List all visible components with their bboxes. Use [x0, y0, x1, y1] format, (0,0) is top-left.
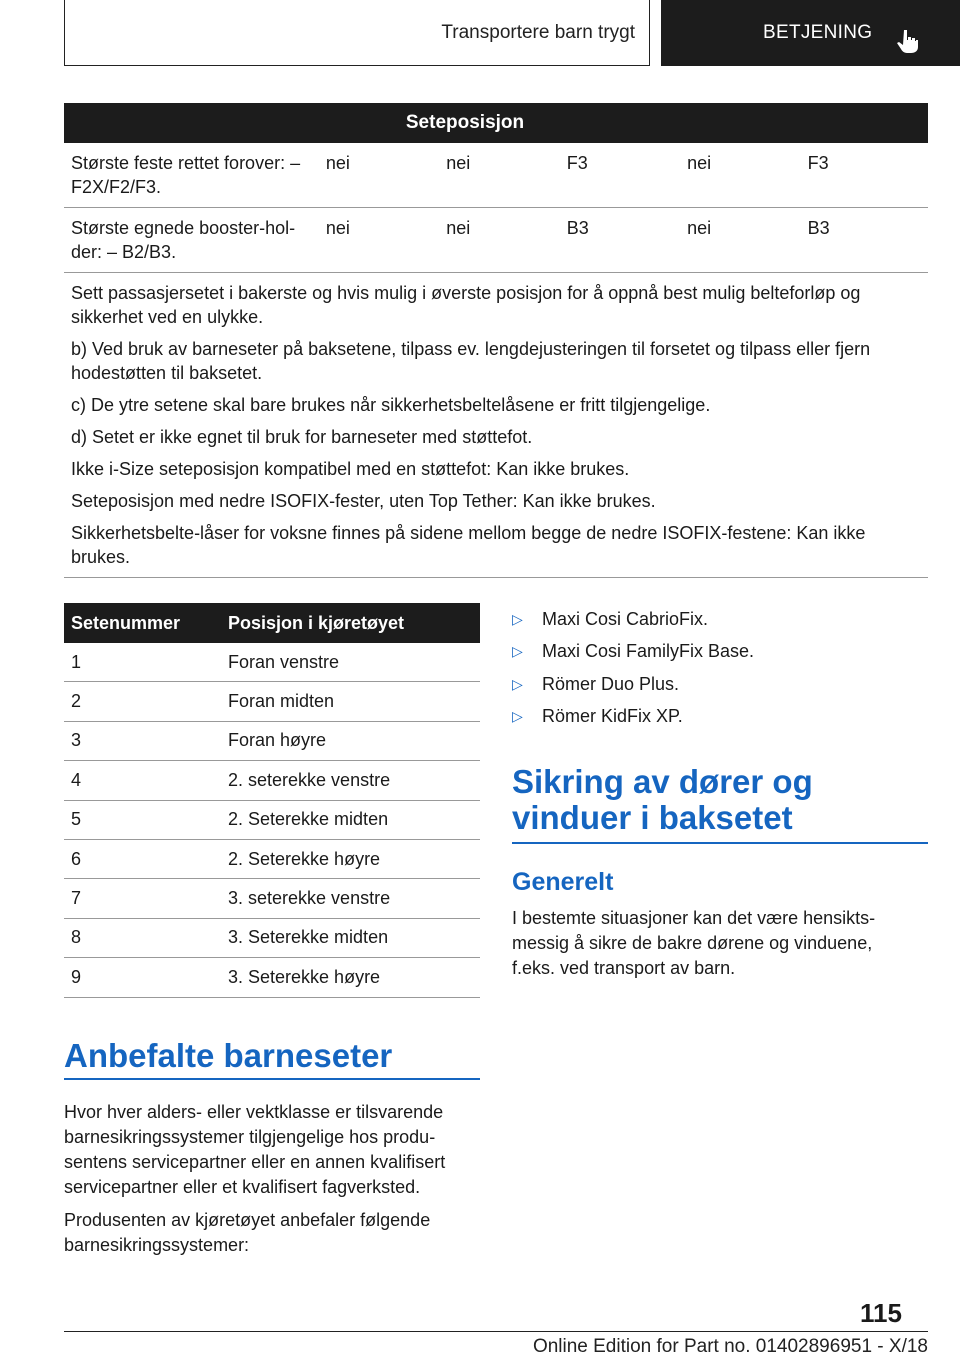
- table-cell: F3: [566, 153, 588, 173]
- table-row: [64, 919, 480, 958]
- column-header-position: Posisjon i kjøretøyet: [228, 612, 405, 633]
- seat-position: Foran midten: [228, 691, 335, 712]
- list-item-text: Maxi Cosi CabrioFix.: [542, 608, 709, 629]
- triangle-bullet-icon: ▷: [512, 708, 523, 725]
- doors-body: I bestemte situasjoner kan det være hensikts-messig å sikre de bakre dørene og vinduene, f.eks. ved transport av barn.: [512, 908, 876, 978]
- table-cell: nei: [325, 218, 350, 238]
- seat-position: 3. Seterekke høyre: [228, 966, 381, 987]
- doors-subheading: Generelt: [512, 868, 614, 896]
- seat-number-table: [64, 603, 480, 998]
- table-header: Seteposisjon: [64, 103, 928, 143]
- note: b) Ved bruk av barneseter på baksetene, tilpass ev. lengdejusteringen til forsetet og tilpass eller fjern hodestøtten til baksetet.: [71, 339, 871, 383]
- table-row: [64, 722, 480, 761]
- row-label: Største feste rettet forover: – F2X/F2/F3.: [71, 153, 301, 197]
- list-item-text: Maxi Cosi FamilyFix Base.: [542, 641, 755, 662]
- list-item: [512, 668, 928, 701]
- table-notes: [64, 273, 928, 578]
- note: Ikke i-Size seteposisjon kompatibel med en støttefot: Kan ikke brukes.: [71, 459, 630, 479]
- header-section-title: Transportere barn trygt: [441, 21, 635, 43]
- table-cell: B3: [807, 218, 830, 238]
- table-cell: B3: [566, 218, 589, 238]
- heading-rule: [64, 1078, 480, 1080]
- pointing-hand-icon: [895, 28, 921, 54]
- recommended-seat-list: [512, 603, 928, 733]
- seat-position: 2. seterekke venstre: [228, 769, 391, 790]
- doors-heading: Sikring av dører og vinduer i baksetet: [512, 763, 813, 836]
- footer-edition: Online Edition for Part no. 01402896951 - X/18: [532, 1336, 928, 1357]
- row-label: Største egnede booster-hol-der: – B2/B3.: [71, 218, 296, 262]
- footer-rule: [64, 1331, 928, 1332]
- seat-position: 3. seterekke venstre: [228, 888, 391, 909]
- table-row: [64, 840, 480, 879]
- table-cell: nei: [687, 218, 712, 238]
- seat-position: 2. Seterekke midten: [228, 809, 389, 830]
- list-item: [512, 701, 928, 734]
- seat-number: 5: [71, 809, 82, 830]
- heading-rule: [512, 842, 928, 844]
- page-number: 115: [860, 1298, 902, 1328]
- note: Seteposisjon med nedre ISOFIX-fester, uten Top Tether: Kan ikke brukes.: [71, 491, 656, 511]
- note: Sett passasjersetet i bakerste og hvis mulig i øverste posisjon for å oppnå best mulig belteforløp og sikkerhet ved en ulykke.: [71, 283, 861, 327]
- seat-position: 3. Seterekke midten: [228, 927, 389, 948]
- seat-number: 3: [71, 730, 82, 751]
- list-item: [512, 603, 928, 636]
- seat-number: 9: [71, 966, 82, 987]
- seat-position: Foran venstre: [228, 651, 340, 672]
- table-cell: nei: [446, 153, 471, 173]
- table-row: [64, 958, 480, 997]
- table-cell: F3: [807, 153, 829, 173]
- seat-position: Foran høyre: [228, 730, 327, 751]
- column-header-seat-number: Setenummer: [71, 612, 181, 633]
- seat-number: 2: [71, 691, 82, 712]
- table-row: [64, 761, 480, 800]
- table-cell: nei: [687, 153, 712, 173]
- table-cell: nei: [325, 153, 350, 173]
- recommended-heading: Anbefalte barneseter: [64, 1037, 393, 1074]
- seat-number: 1: [71, 651, 82, 672]
- header-chapter-title: BETJENING: [763, 22, 873, 43]
- seat-number: 4: [71, 769, 82, 790]
- recommended-body: [64, 1100, 480, 1266]
- table-row: [64, 801, 480, 840]
- triangle-bullet-icon: ▷: [512, 675, 523, 692]
- triangle-bullet-icon: ▷: [512, 643, 523, 660]
- list-item-text: Römer KidFix XP.: [542, 706, 683, 727]
- note: d) Setet er ikke egnet til bruk for barneseter med støttefot.: [71, 427, 533, 447]
- table-row: [64, 143, 928, 208]
- note: Sikkerhetsbelte-låser for voksne finnes på sidene mellom begge de nedre ISOFIX-festene: Kan ikke brukes.: [71, 523, 866, 567]
- list-item: [512, 636, 928, 669]
- table-row: [64, 643, 480, 682]
- table-row: [64, 682, 480, 721]
- seat-number: 6: [71, 848, 82, 869]
- table-cell: nei: [446, 218, 471, 238]
- table-row: [64, 208, 928, 273]
- table-header: [64, 603, 480, 643]
- paragraph: Hvor hver alders- eller vektklasse er tilsvarende barnesikringssystemer tilgjengelige hos produ-sentens servicepartner eller en annen kvalifisert servicepartner eller et kvalifisert fagverksted.: [64, 1102, 446, 1197]
- triangle-bullet-icon: ▷: [512, 610, 523, 627]
- seat-position: 2. Seterekke høyre: [228, 848, 381, 869]
- table-row: [64, 879, 480, 918]
- seat-position-table: [64, 103, 928, 578]
- seat-number: 8: [71, 927, 82, 948]
- list-item-text: Römer Duo Plus.: [542, 673, 680, 694]
- seat-number: 7: [71, 888, 82, 909]
- header-section-tab: [64, 0, 650, 66]
- note: c) De ytre setene skal bare brukes når sikkerhetsbeltelåsene er fritt tilgjengelige.: [71, 395, 711, 415]
- paragraph: Produsenten av kjøretøyet anbefaler følgende barnesikringssystemer:: [64, 1210, 431, 1255]
